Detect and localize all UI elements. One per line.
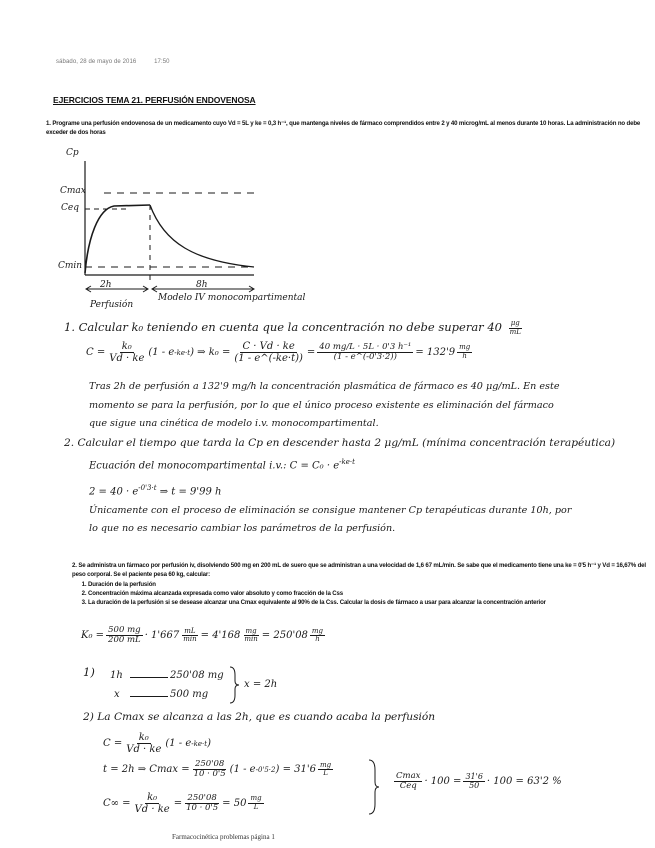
answer1-row2-line [130, 696, 168, 697]
graph-t2-label: 8h [196, 280, 208, 290]
answer1-row1-right: 250'08 mg [170, 670, 224, 681]
step1-title: 1. Calcular k₀ teniendo en cuenta que la concentración no debe superar 40 $\frac{\mu g}{mL}$ [64, 319, 521, 336]
step2-para-line2: lo que no es necesario cambiar los parámetros de la perfusión. [89, 523, 396, 534]
problem2-items [72, 580, 647, 607]
answer2-brace [367, 758, 381, 816]
problem2-item-1: 1. Duración de la perfusión [88, 580, 647, 589]
perfusion-curve [85, 205, 150, 273]
graph-t2-caption: Modelo IV monocompartimental [158, 293, 306, 303]
step1-para-line2: momento se para la perfusión, por lo que el único proceso existente es eliminación del fármaco [89, 400, 554, 411]
answer2-title: 2) La Cmax se alcanza a las 2h, que es cuando acaba la perfusión [83, 711, 436, 723]
k0-equation: K₀ = $\frac{500 mg}{200 mL}$ · 1'667 $\frac{mL}{\min}$ = 4'168 $\frac{mg}{\min}$ = 250'08 $\frac{mg}{h}$ [81, 625, 324, 646]
answer1-row2-left: x [114, 689, 120, 700]
answer1-row2-right: 500 mg [170, 689, 209, 700]
page-time: 17:50 [154, 59, 170, 65]
graph-y-label: Cp [66, 148, 79, 158]
answer2-fraction-result: $\frac{Cmax}{\text{Ceq}}$ · 100 = $\frac{31'6}{50}$ · 100 = 63'2 % [396, 771, 562, 792]
graph-cmax-label: Cmax [60, 186, 86, 196]
page-title: EJERCICIOS TEMA 21. PERFUSIÓN ENDOVENOSA [53, 95, 256, 105]
graph-t1-label: 2h [100, 280, 112, 290]
page-timestamp [56, 59, 186, 65]
answer1-label: 1) [83, 665, 95, 679]
answer1-row1-line [130, 677, 168, 678]
step2-calculation: $2 = 40 \cdot e^{-0'3\cdot t}$ ⇒ t = 9'99 h [89, 484, 222, 498]
answer2-eq1: C = $\frac{\text{k₀}}{Vd \cdot ke}$ (1 - e -ke·t ) [103, 732, 211, 755]
answer2-eq3: C∞ = $\frac{\text{k₀}}{Vd \cdot ke}$ = $\frac{250'08}{10 \cdot 0'5}$ = 50 $\frac{mg}{L}$ [103, 792, 262, 815]
step2-title: 2. Calcular el tiempo que tarda la Cp en descender hasta 2 μg/mL (mínima concentración terapéutica) [64, 437, 616, 449]
answer1-row1-left: 1h [110, 670, 123, 681]
step2-equation-label: Ecuación del monocompartimental i.v.: $C = C_0 \cdot e^{-ke\cdot t}$ [89, 458, 355, 472]
graph-t1-caption: Perfusión [90, 300, 134, 310]
step1-para-line3: que sigue una cinética de modelo i.v. monocompartimental. [89, 418, 379, 429]
pharmacokinetic-graph [54, 143, 314, 318]
step1-equation: C = $\frac{\text{k₀}}{Vd \cdot ke}$ (1 - e -ke·t ) ⇒ k₀ = $\frac{C \cdot Vd \cdot ke}{(1 - e\^{}(-ke\cdot t))}$ = $\frac{\text{40 mg/L · 5L · 0'3 h⁻¹}}{(1 - e\^{}(-0'3\cdot 2))}$ = 132'9 $\frac{mg}{h}$ [86, 341, 471, 364]
graph-cmin-label: Cmin [58, 261, 83, 271]
graph-ceq-label: Ceq [61, 203, 79, 213]
answer1-result: x = 2h [244, 679, 278, 690]
problem2-statement: 2. Se administra un fármaco por perfusión iv, disolviendo 500 mg en 200 mL de suero que se administran a una velocidad de 1,6 67 mL/min. Se sabe que el medicamento tiene una ke = 0'5 h⁻¹ y Vd = 16,67% del peso corporal. Se el paciente pesa 60 kg, calcular: [72, 562, 646, 578]
problem2-item-3: 3. La duración de la perfusión si se desease alcanzar una Cmax equivalente al 90% de la Css. Calcular la dosis de fármaco a usar para alcanzar la concentración anterior [88, 598, 647, 607]
page-footer: Farmacocinética problemas página 1 [172, 833, 275, 841]
elimination-curve [150, 205, 254, 267]
problem1-statement: 1. Programe una perfusión endovenosa de un medicamento cuyo Vd = 5L y ke = 0,3 h⁻¹, que mantenga niveles de fármaco comprendidos entre 2 y 40 microg/mL al menos durante 10 horas. La administración no debe exceder de dos horas [46, 120, 641, 136]
problem2-item-2: 2. Concentración máxima alcanzada expresada como valor absoluto y como fracción de la Css [88, 589, 647, 598]
step2-para-line1: Únicamente con el proceso de eliminación se consigue mantener Cp terapéuticas durante 10h, por [89, 505, 572, 516]
step1-para-line1: Tras 2h de perfusión a 132'9 mg/h la concentración plasmática de fármaco es 40 μg/mL. En este [89, 381, 560, 392]
answer2-eq2: t = 2h ⇒ Cmax = $\frac{250'08}{10 \cdot 0'5}$ (1 - e -0'5·2 ) = 31'6 $\frac{mg}{L}$ [103, 759, 332, 780]
answer1-brace [228, 665, 240, 705]
page-date: sábado, 28 de mayo de 2016 [56, 59, 137, 65]
